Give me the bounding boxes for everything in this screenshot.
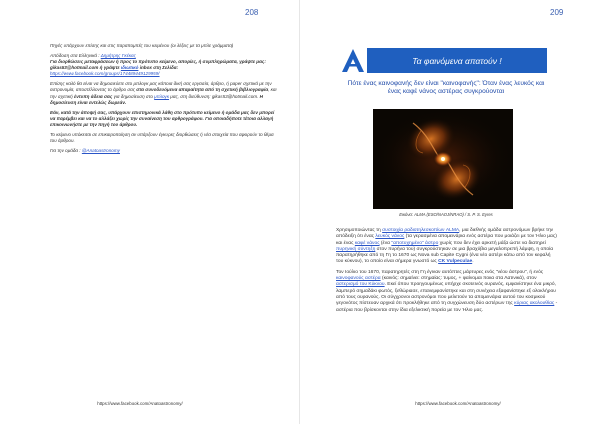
text-segment: χωρίς που δεν έχει αρκετή μάζα ώστε να διατηρεί — [438, 240, 546, 246]
page-footer: https://www.facebook.com/Anatoastronomy/ — [97, 401, 183, 406]
right-page — [300, 0, 600, 424]
page-number: 208 — [245, 8, 259, 17]
inline-link[interactable]: αστερισμό του Κύκνου — [336, 282, 385, 288]
text-segment: . Εκεί όπου προηγουμένως υπήρχε σκοτεινός ουρανός, εμφανίστηκε ένα μικρό, λαμπερό σημαδάκι φωτός, ξεθώριασε, επανεμφανίστηκε και στη συνέχεια εξαφανίστηκε εξ ολοκλήρου από τους ουρανούς. Οι σύγχρονοι αστρονόμοι που μελετούν τα απομεινάρια αυτού του κοσμικού γεγονότος πίστευαν αρχικά ότι προκλήθηκε από τη συγχώνευση δύο αστέρων της — [336, 282, 557, 307]
errors-note: Εάν, κατά την άποψή σας, υπάρχουν επιστημονικά λάθη στο πρότυπο κείμενο ή ομάδα μας δεν μπορεί να παρέμβει και να το αλλάξει χωρίς την συναίνεση του αρθρογράφου. Για οποιαδήποτε τέτοια αλλαγή επικοινωνήστε με την πηγή του άρθρου. — [50, 109, 275, 128]
article-body — [336, 228, 558, 318]
submission-note: Επίσης καλό θα είναι να δημοσιεύετε στο μπλογκ μας κάποια δική σας εργασία, άρθρο, ή paper σχετικά με την αστρονομία, αποστέλλοντας το άρθρο σας στα συνοδευόμενα απαραίτητα από τη σχετική βιβλιογραφία, και την σχετική έντυπη άδεια σας για δημοσίευση στο μπλογκ μας, στη διεύθυνση: gikas53@hotmail.com. Η δημοσίευση είναι εντελώς δωρεάν. — [50, 81, 277, 105]
anatoastronomy-logo-icon — [341, 48, 365, 73]
article-header — [341, 48, 547, 73]
inline-link[interactable]: συστοιχία ραδιοτηλεσκοπίων ALMA — [382, 228, 460, 233]
text-segment: Χρησιμοποιώντας τη — [336, 228, 383, 233]
article-subtitle: Πότε ένας καινοφανής δεν είναι "καινοφανής": Όταν ένας λευκός και ένας καφέ νάνος αστέρας συγκρούονται — [347, 80, 545, 95]
text-segment: , μια διεθνής ομάδα αστρονόμων βρήκε την απόδειξη ότι ένας — [336, 228, 554, 240]
private-link[interactable]: ιδιωτικό — [120, 65, 139, 71]
translator-link[interactable]: Δημήτρης Γκέκας — [100, 52, 136, 58]
inline-link[interactable]: λευκός νάνος — [375, 234, 405, 240]
text-segment: - αστέρια που βρίσκονται στην ίδια εξελικτική πορεία με τον Ήλιο μας. — [336, 301, 558, 313]
article-title-banner: Τα φαινόμενα απατούν ! — [367, 48, 547, 73]
nova-remnant-image — [373, 109, 513, 209]
text-segment: Τον Ιούλιο του 1670, παρατηρητές στη Γη έγιναν αυτόπτες μάρτυρες ενός "νέου άστρου", ή ενός — [336, 269, 544, 275]
article-paragraph-1 — [336, 228, 558, 266]
team-credit: Για την ομάδα : @Anatoastronomy — [50, 147, 120, 153]
image-caption: Εικόνα: ALMA (ESO/NAOJ/NRAO) / S. P. S. Eyres — [399, 212, 493, 217]
inline-link[interactable]: καινοφανούς αστέρα — [336, 276, 381, 282]
translation-credits: Απόδοση στα Ελληνικά : Δημήτρης Γκέκας Για διορθώσεις μεταφράσεων ή προς το πρότυπο κείμενο, απορίες, ή συμπληρώματα, γράψτε μας: gikas53@hotmail.com ή γράψτε ιδιωτικό inbox στη Σελίδα: https://www.facebook.com/groups/174489449129959/ — [50, 52, 266, 77]
page-footer: https://www.facebook.com/Anatoastronomy/ — [415, 401, 501, 406]
inline-link[interactable]: πυρηνική σύντηξη — [336, 246, 376, 252]
text-segment: (τα γερασμένα απομεινάρια ενός αστέρα που μοιάζει με τον Ήλιο μας) και ένας — [336, 234, 557, 246]
update-note: Το κείμενο υπόκειται σε επικαιροποίηση αν υπάρξουν έγκυρες διορθώσεις ή νέα στοιχεία που αφορούν το θέμα του άρθρου. — [50, 131, 274, 144]
inline-link[interactable]: CK Vulpeculae — [438, 259, 473, 265]
text-segment: στον πυρήνα του) συγκρούστηκαν σε μια βραχύβια μεγαλοπρεπή λάμψη, η οποία παρατηρήθηκε από τη Γη το 1670 ως Nova sub Capite Cygni (ένα νέο αστέρι κάτω από τον κεφαλή του κύκνου), το οποίο είναι σήμερα γνωστό ως — [336, 246, 554, 265]
team-link[interactable]: @Anatoastronomy — [81, 147, 120, 153]
inline-link[interactable]: κύριας ακολουθίας — [514, 301, 555, 307]
inline-link[interactable]: "αποτυχημένο" άστρο — [391, 240, 439, 246]
text-segment: (ένα — [379, 240, 392, 246]
facebook-group-link[interactable]: https://www.facebook.com/groups/174489449129959/ — [50, 71, 160, 77]
sources-note: Πηγές υπάρχουν επίσης και στις παραπομπές του κειμένου (οι λέξεις με τα μπλε γράμματα) — [50, 43, 234, 48]
inline-link[interactable]: καφέ νάνος — [354, 240, 380, 246]
blog-link[interactable]: μπλογκ — [154, 93, 170, 99]
article-paragraph-2 — [336, 270, 558, 314]
page-number: 209 — [550, 8, 564, 17]
credits-section — [50, 43, 278, 158]
text-segment: (καινός: σημαίνει: στημαίας: τυμος, + φαίνομαι ποιια στα Λατινικά), στον — [380, 276, 537, 282]
text-segment: . — [472, 259, 474, 265]
